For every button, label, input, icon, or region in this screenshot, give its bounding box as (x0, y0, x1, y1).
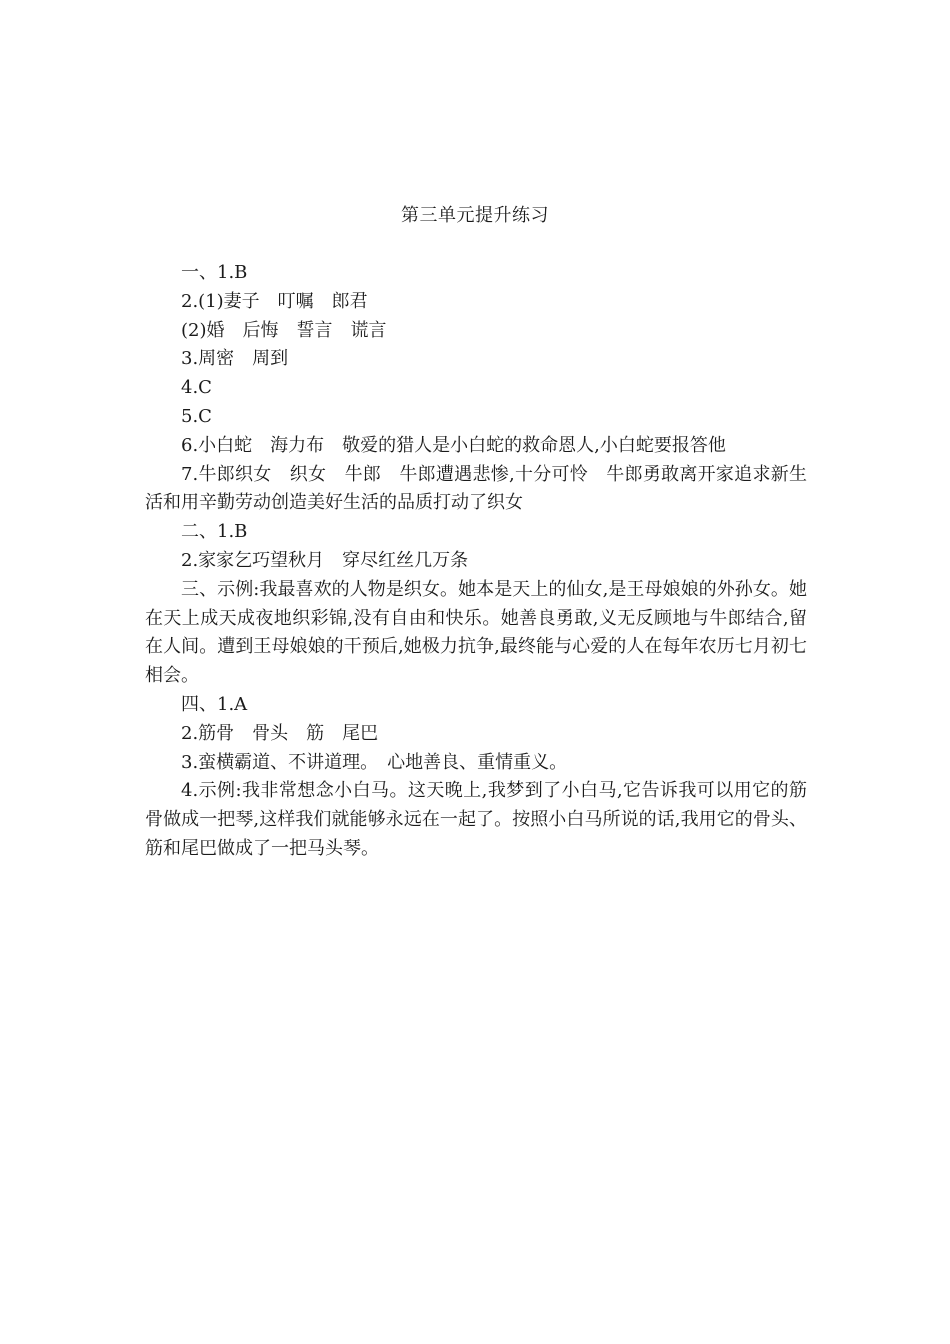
answer-3: 三、示例:我最喜欢的人物是织女。她本是天上的仙女,是王母娘娘的外孙女。她在天上成天成夜地织彩锦,没有自由和快乐。她善良勇敢,义无反顾地与牛郎结合,留在人间。遭到王母娘娘的干预后,她极力抗争,最终能与心爱的人在每年农历七月初七相会。 (145, 578, 807, 687)
answer-list (145, 259, 807, 864)
answer-2-1: 二、1.B (181, 521, 248, 543)
answer-1-4: 4.C (181, 377, 212, 399)
answer-1-5: 5.C (181, 405, 212, 427)
answer-4-4: 4.示例:我非常想念小白马。这天晚上,我梦到了小白马,它告诉我可以用它的筋骨做成一把琴,这样我们就能够永远在一起了。按照小白马所说的话,我用它的骨头、筋和尾巴做成了一把马头琴。 (145, 780, 807, 859)
answer-1-2-2: (2)婚 后悔 誓言 谎言 (181, 319, 387, 341)
answer-1-7: 7.牛郎织女 织女 牛郎 牛郎遭遇悲惨,十分可怜 牛郎勇敢离开家追求新生活和用辛勤劳动创造美好生活的品质打动了织女 (145, 463, 807, 514)
answer-4-2: 2.筋骨 骨头 筋 尾巴 (181, 722, 379, 744)
answer-4-3: 3.蛮横霸道、不讲道理。 心地善良、重情重义。 (181, 751, 568, 773)
answer-1-2-1: 2.(1)妻子 叮嘱 郎君 (181, 290, 368, 312)
answer-1-3: 3.周密 周到 (181, 348, 289, 370)
answer-4-1: 四、1.A (181, 693, 248, 715)
page-title: 第三单元提升练习 (401, 205, 549, 226)
answer-2-2: 2.家家乞巧望秋月 穿尽红丝几万条 (181, 549, 469, 571)
answer-1-6: 6.小白蛇 海力布 敬爱的猎人是小白蛇的救命恩人,小白蛇要报答他 (181, 434, 726, 456)
answer-1-1: 一、1.B (181, 262, 248, 283)
